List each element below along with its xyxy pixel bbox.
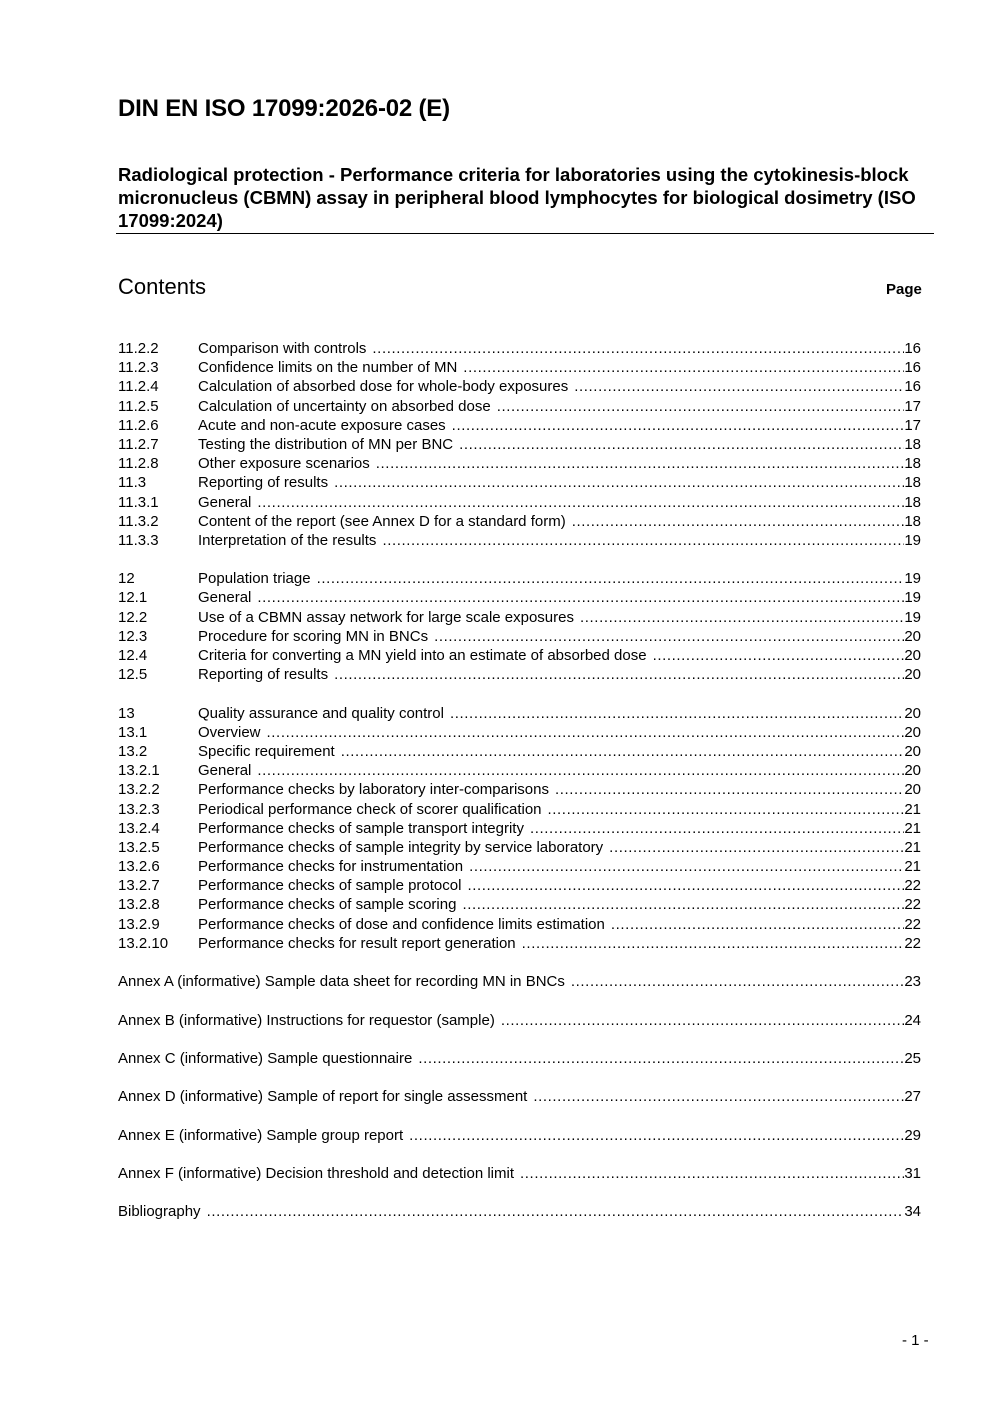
toc-entry-page: 24 <box>904 1011 921 1029</box>
toc-entry-title: Annex C (informative) Sample questionnaire <box>118 1049 413 1067</box>
toc-entry-page: 17 <box>904 416 921 434</box>
toc-entry-title: Annex E (informative) Sample group report <box>118 1126 404 1144</box>
toc-entry-title: Performance checks of sample integrity by service laboratory <box>198 838 604 856</box>
toc-dot-leader <box>382 531 904 550</box>
toc-entry-page: 20 <box>904 704 921 722</box>
toc-entry-page: 19 <box>904 570 921 588</box>
toc-entry-page: 21 <box>904 819 921 837</box>
toc-entry-page: 20 <box>904 723 921 741</box>
toc-annex-entry[interactable] <box>118 1164 921 1183</box>
contents-heading: Contents <box>118 274 207 299</box>
toc-entry-number: 11.2.8 <box>118 455 159 473</box>
toc-entry-page: 17 <box>904 397 921 415</box>
toc-entry-number: 13.2.2 <box>118 781 160 799</box>
page-column-label: Page <box>886 281 922 298</box>
toc-entry-number: 12.1 <box>118 589 148 607</box>
toc-dot-leader <box>574 377 904 396</box>
toc-entry-page: 16 <box>904 340 921 357</box>
toc-entry-page: 18 <box>904 474 921 492</box>
toc-entry-number: 13.1 <box>118 723 148 741</box>
toc-entry-title: Performance checks for instrumentation <box>198 858 464 876</box>
toc-entry-page: 29 <box>904 1126 921 1144</box>
toc-dot-leader <box>434 627 904 646</box>
toc-dot-leader <box>520 1164 904 1183</box>
toc-entry-page: 20 <box>904 627 921 645</box>
toc-dot-leader <box>653 646 905 665</box>
toc-dot-leader <box>548 800 905 819</box>
toc-entry[interactable] <box>118 761 921 780</box>
toc-entry[interactable] <box>118 377 921 396</box>
toc-entry-page: 27 <box>904 1088 921 1106</box>
toc-entry-number: 13.2.3 <box>118 800 160 818</box>
toc-entry[interactable] <box>118 838 921 857</box>
toc-entry[interactable] <box>118 416 921 435</box>
toc-entry[interactable] <box>118 339 921 358</box>
toc-entry-number: 13.2.6 <box>118 858 160 876</box>
toc-entry[interactable] <box>118 454 921 473</box>
toc-entry[interactable] <box>118 934 921 953</box>
toc-entry[interactable] <box>118 569 921 588</box>
toc-entry-page: 16 <box>904 359 921 377</box>
toc-entry-page: 21 <box>904 838 921 856</box>
toc-annex-entry[interactable] <box>118 972 921 991</box>
toc-entry[interactable] <box>118 627 921 646</box>
toc-entry-title: Procedure for scoring MN in BNCs <box>198 627 429 645</box>
toc-entry[interactable] <box>118 397 921 416</box>
toc-entry-title: General <box>198 762 252 780</box>
toc-entry-page: 19 <box>904 608 921 626</box>
toc-dot-leader <box>611 915 904 934</box>
toc-dot-leader <box>317 569 905 588</box>
document-id: DIN EN ISO 17099:2026-02 (E) <box>118 95 450 122</box>
toc-entry-title: Use of a CBMN assay network for large scale exposures <box>198 608 574 626</box>
toc-entry[interactable] <box>118 473 921 492</box>
toc-dot-leader <box>501 1011 905 1030</box>
toc-dot-leader <box>257 588 904 607</box>
toc-dot-leader <box>450 704 904 723</box>
toc-entry-page: 22 <box>904 915 921 933</box>
toc-annex-entry[interactable] <box>118 1011 921 1030</box>
toc-entry-number: 11.2.4 <box>118 378 159 396</box>
toc-entry[interactable] <box>118 723 921 742</box>
page-number: - 1 - <box>902 1332 929 1349</box>
toc-entry-number: 13.2.7 <box>118 877 160 895</box>
toc-entry-title: Annex D (informative) Sample of report for single assessment <box>118 1088 528 1106</box>
toc-entry-title: Periodical performance check of scorer qualification <box>198 800 542 818</box>
toc-entry[interactable] <box>118 512 921 531</box>
document-title: Radiological protection - Performance criteria for laboratories using the cytokinesis-block micronucleus (CBMN) assay in peripheral blood lymphocytes for biological dosimetry (ISO 17099:2024) <box>118 164 916 231</box>
toc-entry-page: 23 <box>904 973 921 991</box>
toc-entry[interactable] <box>118 646 921 665</box>
toc-entry-title: Acute and non-acute exposure cases <box>198 416 446 434</box>
title-rule <box>116 233 934 234</box>
toc-entry-page: 20 <box>904 742 921 760</box>
toc-dot-leader <box>459 435 904 454</box>
toc-entry-number: 13.2.1 <box>118 762 160 780</box>
toc-entry[interactable] <box>118 800 921 819</box>
toc-entry-title: Performance checks of sample protocol <box>198 877 462 895</box>
toc-entry-title: Population triage <box>198 570 311 588</box>
toc-entry-title: Annex F (informative) Decision threshold and detection limit <box>118 1165 515 1183</box>
toc-entry-title: Reporting of results <box>198 474 329 492</box>
toc-entry-title: Specific requirement <box>198 742 335 760</box>
toc-entry-number: 13.2.10 <box>118 934 169 952</box>
toc-dot-leader <box>409 1126 904 1145</box>
toc-entry-page: 20 <box>904 762 921 780</box>
toc-entry-page: 18 <box>904 435 921 453</box>
toc-entry-title: Overview <box>198 723 261 741</box>
toc-entry-title: Performance checks of sample transport integrity <box>198 819 524 837</box>
toc-entry-title: Performance checks of dose and confidence limits estimation <box>198 915 605 933</box>
toc-entry[interactable] <box>118 493 921 512</box>
toc-entry[interactable] <box>118 742 921 761</box>
toc-entry-title: Performance checks by laboratory inter-comparisons <box>198 781 549 799</box>
toc-dot-leader <box>555 780 904 799</box>
toc-entry-number: 12 <box>118 570 135 588</box>
toc-dot-leader <box>533 1087 904 1106</box>
toc-dot-leader <box>334 473 904 492</box>
toc-entry-title: Performance checks for result report generation <box>198 934 516 952</box>
toc-entry-number: 13.2.5 <box>118 838 160 856</box>
toc-dot-leader <box>341 742 905 761</box>
toc-entry-page: 22 <box>904 877 921 895</box>
toc-entry[interactable] <box>118 819 921 838</box>
toc-entry[interactable] <box>118 358 921 377</box>
toc-entry-number: 11.2.2 <box>118 340 159 357</box>
toc-entry-title: Other exposure scenarios <box>198 455 370 473</box>
toc-entry-page: 34 <box>904 1203 921 1221</box>
toc-entry-page: 18 <box>904 512 921 530</box>
toc-entry-page: 31 <box>904 1165 921 1183</box>
toc-annex-entry[interactable] <box>118 1049 921 1068</box>
toc-entry-title: Quality assurance and quality control <box>198 704 444 722</box>
toc-dot-leader <box>467 876 904 895</box>
toc-entry[interactable] <box>118 895 921 914</box>
toc-dot-leader <box>372 339 904 358</box>
toc-dot-leader <box>572 512 905 531</box>
toc-dot-leader <box>376 454 905 473</box>
toc-dot-leader <box>207 1202 905 1221</box>
toc-dot-leader <box>452 416 905 435</box>
toc-entry-number: 12.5 <box>118 666 148 684</box>
toc-entry-title: Interpretation of the results <box>198 531 377 549</box>
toc-entry-page: 20 <box>904 666 921 684</box>
toc-entry[interactable] <box>118 704 921 723</box>
toc-entry-number: 12.3 <box>118 627 148 645</box>
toc-entry-page: 21 <box>904 858 921 876</box>
toc-dot-leader <box>257 493 904 512</box>
toc-entry-number: 11.3 <box>118 474 147 492</box>
toc-dot-leader <box>580 608 904 627</box>
toc-entry-page: 18 <box>904 455 921 473</box>
toc-entry-page: 20 <box>904 781 921 799</box>
toc-entry[interactable] <box>118 915 921 934</box>
toc-entry-page: 20 <box>904 647 921 664</box>
toc-dot-leader <box>609 838 904 857</box>
toc-dot-leader <box>571 972 904 991</box>
toc-entry-page: 19 <box>904 589 921 607</box>
toc-entry-number: 13.2.8 <box>118 896 160 914</box>
toc-entry[interactable] <box>118 531 921 550</box>
toc-entry-number: 11.2.6 <box>118 416 159 434</box>
toc-entry-title: Content of the report (see Annex D for a standard form) <box>198 512 566 530</box>
toc-entry[interactable] <box>118 588 921 607</box>
toc-dot-leader <box>497 397 905 416</box>
toc-entry[interactable] <box>118 435 921 454</box>
toc-entry-number: 12.4 <box>118 647 148 664</box>
toc-entry-page: 18 <box>904 493 921 511</box>
toc-entry-number: 13.2.4 <box>118 819 160 837</box>
toc-entry-title: Performance checks of sample scoring <box>198 896 457 914</box>
toc-entry-number: 11.2.5 <box>118 397 159 415</box>
toc-entry-title: Testing the distribution of MN per BNC <box>198 435 454 453</box>
toc-dot-leader <box>530 819 904 838</box>
toc-entry-number: 13 <box>118 704 135 722</box>
toc-entry-number: 11.3.3 <box>118 531 159 549</box>
toc-entry-title: Annex A (informative) Sample data sheet for recording MN in BNCs <box>118 973 565 991</box>
toc-dot-leader <box>257 761 904 780</box>
toc-entry-title: General <box>198 589 252 607</box>
toc-entry-page: 19 <box>904 531 921 549</box>
toc-dot-leader <box>469 857 904 876</box>
toc-entry[interactable] <box>118 876 921 895</box>
toc-entry-page: 25 <box>904 1049 921 1067</box>
toc-entry[interactable] <box>118 608 921 627</box>
table-of-contents <box>118 339 921 1222</box>
toc-entry-title: Comparison with controls <box>198 340 367 357</box>
toc-annex-entry[interactable] <box>118 1202 921 1221</box>
toc-dot-leader <box>418 1049 904 1068</box>
toc-entry-page: 16 <box>904 378 921 396</box>
toc-dot-leader <box>463 358 904 377</box>
toc-entry-title: Calculation of uncertainty on absorbed dose <box>198 397 491 415</box>
toc-entry-title: Annex B (informative) Instructions for requestor (sample) <box>118 1011 495 1029</box>
toc-entry-number: 13.2.9 <box>118 915 160 933</box>
toc-entry-number: 12.2 <box>118 608 148 626</box>
toc-entry-title: Bibliography <box>118 1203 201 1221</box>
toc-entry[interactable] <box>118 665 921 684</box>
toc-entry-number: 11.2.7 <box>118 435 159 453</box>
toc-entry-title: Calculation of absorbed dose for whole-body exposures <box>198 378 569 396</box>
toc-entry-page: 21 <box>904 800 921 818</box>
toc-entry-page: 22 <box>904 896 921 914</box>
toc-entry-title: Criteria for converting a MN yield into an estimate of absorbed dose <box>198 647 647 664</box>
toc-dot-leader <box>334 665 904 684</box>
toc-entry-number: 11.2.3 <box>118 359 159 377</box>
toc-entry-number: 11.3.1 <box>118 493 159 511</box>
toc-entry-title: General <box>198 493 252 511</box>
toc-entry[interactable] <box>118 857 921 876</box>
toc-entry[interactable] <box>118 780 921 799</box>
toc-annex-entry[interactable] <box>118 1126 921 1145</box>
toc-entry-title: Confidence limits on the number of MN <box>198 359 458 377</box>
toc-entry-title: Reporting of results <box>198 666 329 684</box>
toc-entry-page: 22 <box>904 934 921 952</box>
toc-entry-number: 13.2 <box>118 742 148 760</box>
toc-dot-leader <box>522 934 905 953</box>
toc-annex-entry[interactable] <box>118 1087 921 1106</box>
toc-dot-leader <box>267 723 905 742</box>
toc-entry-number: 11.3.2 <box>118 512 159 530</box>
toc-dot-leader <box>462 895 904 914</box>
